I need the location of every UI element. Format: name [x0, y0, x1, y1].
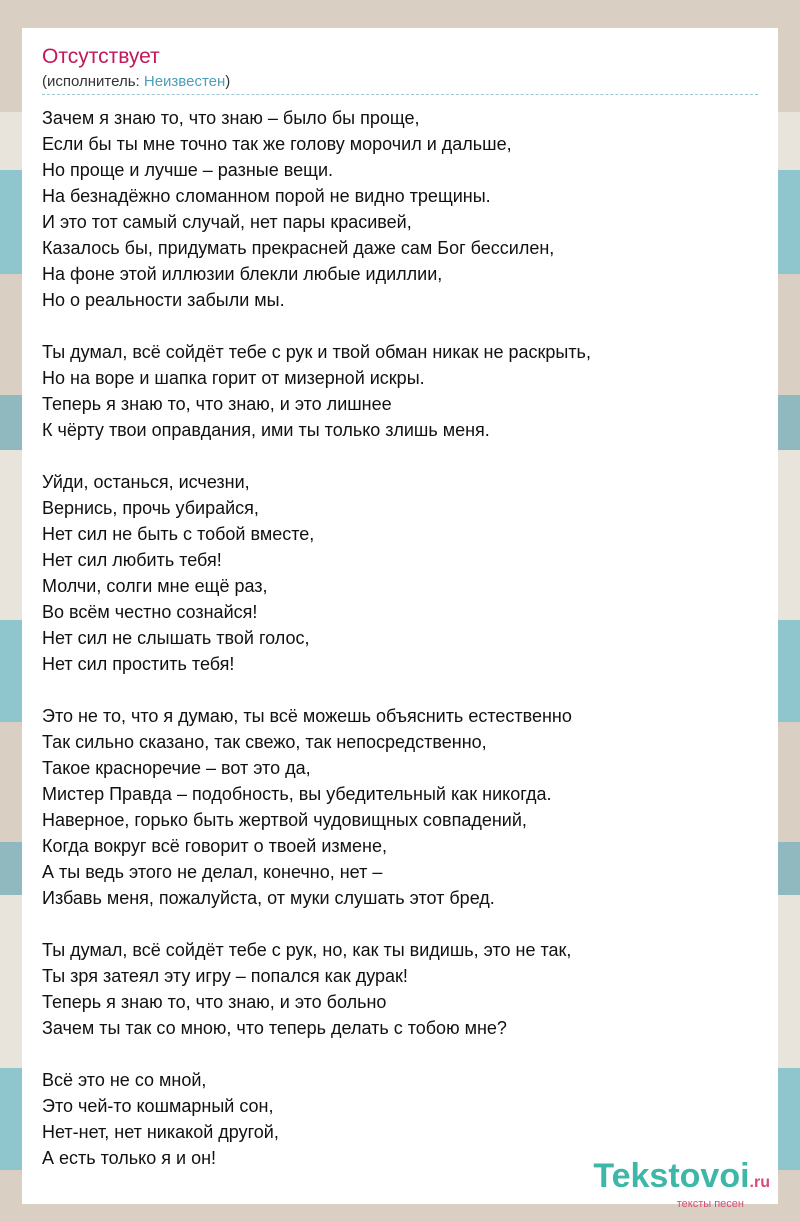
- lyric-line: А есть только я и он!: [42, 1148, 217, 1168]
- lyric-line: Такое красноречие – вот это да,: [42, 758, 311, 778]
- lyric-line: Молчи, солги мне ещё раз,: [42, 576, 268, 596]
- lyric-line: Казалось бы, придумать прекрасней даже сам Бог бессилен,: [42, 238, 555, 258]
- lyric-line: На фоне этой иллюзии блекли любые идиллии,: [42, 264, 443, 284]
- lyric-line: Это не то, что я думаю, ты всё можешь объяснить естественно: [42, 706, 572, 726]
- lyric-line: Нет сил не быть с тобой вместе,: [42, 524, 315, 544]
- divider: [42, 94, 758, 95]
- lyric-line: Нет сил простить тебя!: [42, 654, 235, 674]
- lyric-line: Но проще и лучше – разные вещи.: [42, 160, 333, 180]
- lyric-line: Нет-нет, нет никакой другой,: [42, 1122, 279, 1142]
- lyric-line: Нет сил не слышать твой голос,: [42, 628, 310, 648]
- lyric-line: Это чей-то кошмарный сон,: [42, 1096, 274, 1116]
- lyric-line: На безнадёжно сломанном порой не видно трещины.: [42, 186, 491, 206]
- artist-line: [42, 72, 758, 92]
- lyric-line: Вернись, прочь убирайся,: [42, 498, 259, 518]
- lyric-line: Избавь меня, пожалуйста, от муки слушать этот бред.: [42, 888, 495, 908]
- lyric-line: Во всём честно сознайся!: [42, 602, 258, 622]
- lyric-line: И это тот самый случай, нет пары красивей,: [42, 212, 412, 232]
- lyric-line: Зачем я знаю то, что знаю – было бы проще,: [42, 108, 420, 128]
- tekstovoi-logo[interactable]: [593, 1159, 770, 1210]
- lyric-line: Ты зря затеял эту игру – попался как дурак!: [42, 966, 408, 986]
- logo-brand-name: Tekstovoi: [593, 1157, 750, 1195]
- lyric-line: Уйди, останься, исчезни,: [42, 472, 250, 492]
- logo-tagline: тексты песен: [676, 1198, 744, 1210]
- artist-suffix: ): [225, 73, 231, 90]
- lyric-line: Зачем ты так со мною, что теперь делать с тобою мне?: [42, 1018, 507, 1038]
- stanza-gap: [42, 443, 758, 469]
- stanza-gap: [42, 313, 758, 339]
- logo-brand: [593, 1159, 770, 1200]
- lyric-line: Ты думал, всё сойдёт тебе с рук, но, как ты видишь, это не так,: [42, 940, 572, 960]
- lyric-line: Теперь я знаю то, что знаю, и это лишнее: [42, 394, 392, 414]
- lyric-line: Наверное, горько быть жертвой чудовищных совпадений,: [42, 810, 527, 830]
- lyric-line: Мистер Правда – подобность, вы убедительный как никогда.: [42, 784, 552, 804]
- lyric-line: Ты думал, всё сойдёт тебе с рук и твой обман никак не раскрыть,: [42, 342, 591, 362]
- lyric-line: Так сильно сказано, так свежо, так непосредственно,: [42, 732, 487, 752]
- stanza-gap: [42, 911, 758, 937]
- lyrics-card: [22, 28, 778, 1204]
- lyric-line: Если бы ты мне точно так же голову морочил и дальше,: [42, 134, 512, 154]
- lyric-line: Всё это не со мной,: [42, 1070, 207, 1090]
- lyric-line: Но на воре и шапка горит от мизерной искры.: [42, 368, 425, 388]
- artist-prefix: (исполнитель:: [42, 73, 144, 90]
- lyric-line: А ты ведь этого не делал, конечно, нет –: [42, 862, 383, 882]
- lyric-line: Теперь я знаю то, что знаю, и это больно: [42, 992, 387, 1012]
- lyric-line: Когда вокруг всё говорит о твоей измене,: [42, 836, 387, 856]
- lyric-line: Нет сил любить тебя!: [42, 550, 222, 570]
- stanza-gap: [42, 677, 758, 703]
- logo-tld: .ru: [749, 1174, 770, 1191]
- song-title: Отсутствует: [42, 45, 160, 68]
- lyric-line: Но о реальности забыли мы.: [42, 290, 285, 310]
- stanza-gap: [42, 1041, 758, 1067]
- lyrics-text: [42, 105, 758, 1171]
- artist-link[interactable]: Неизвестен: [143, 73, 226, 90]
- lyric-line: К чёрту твои оправдания, ими ты только злишь меня.: [42, 420, 490, 440]
